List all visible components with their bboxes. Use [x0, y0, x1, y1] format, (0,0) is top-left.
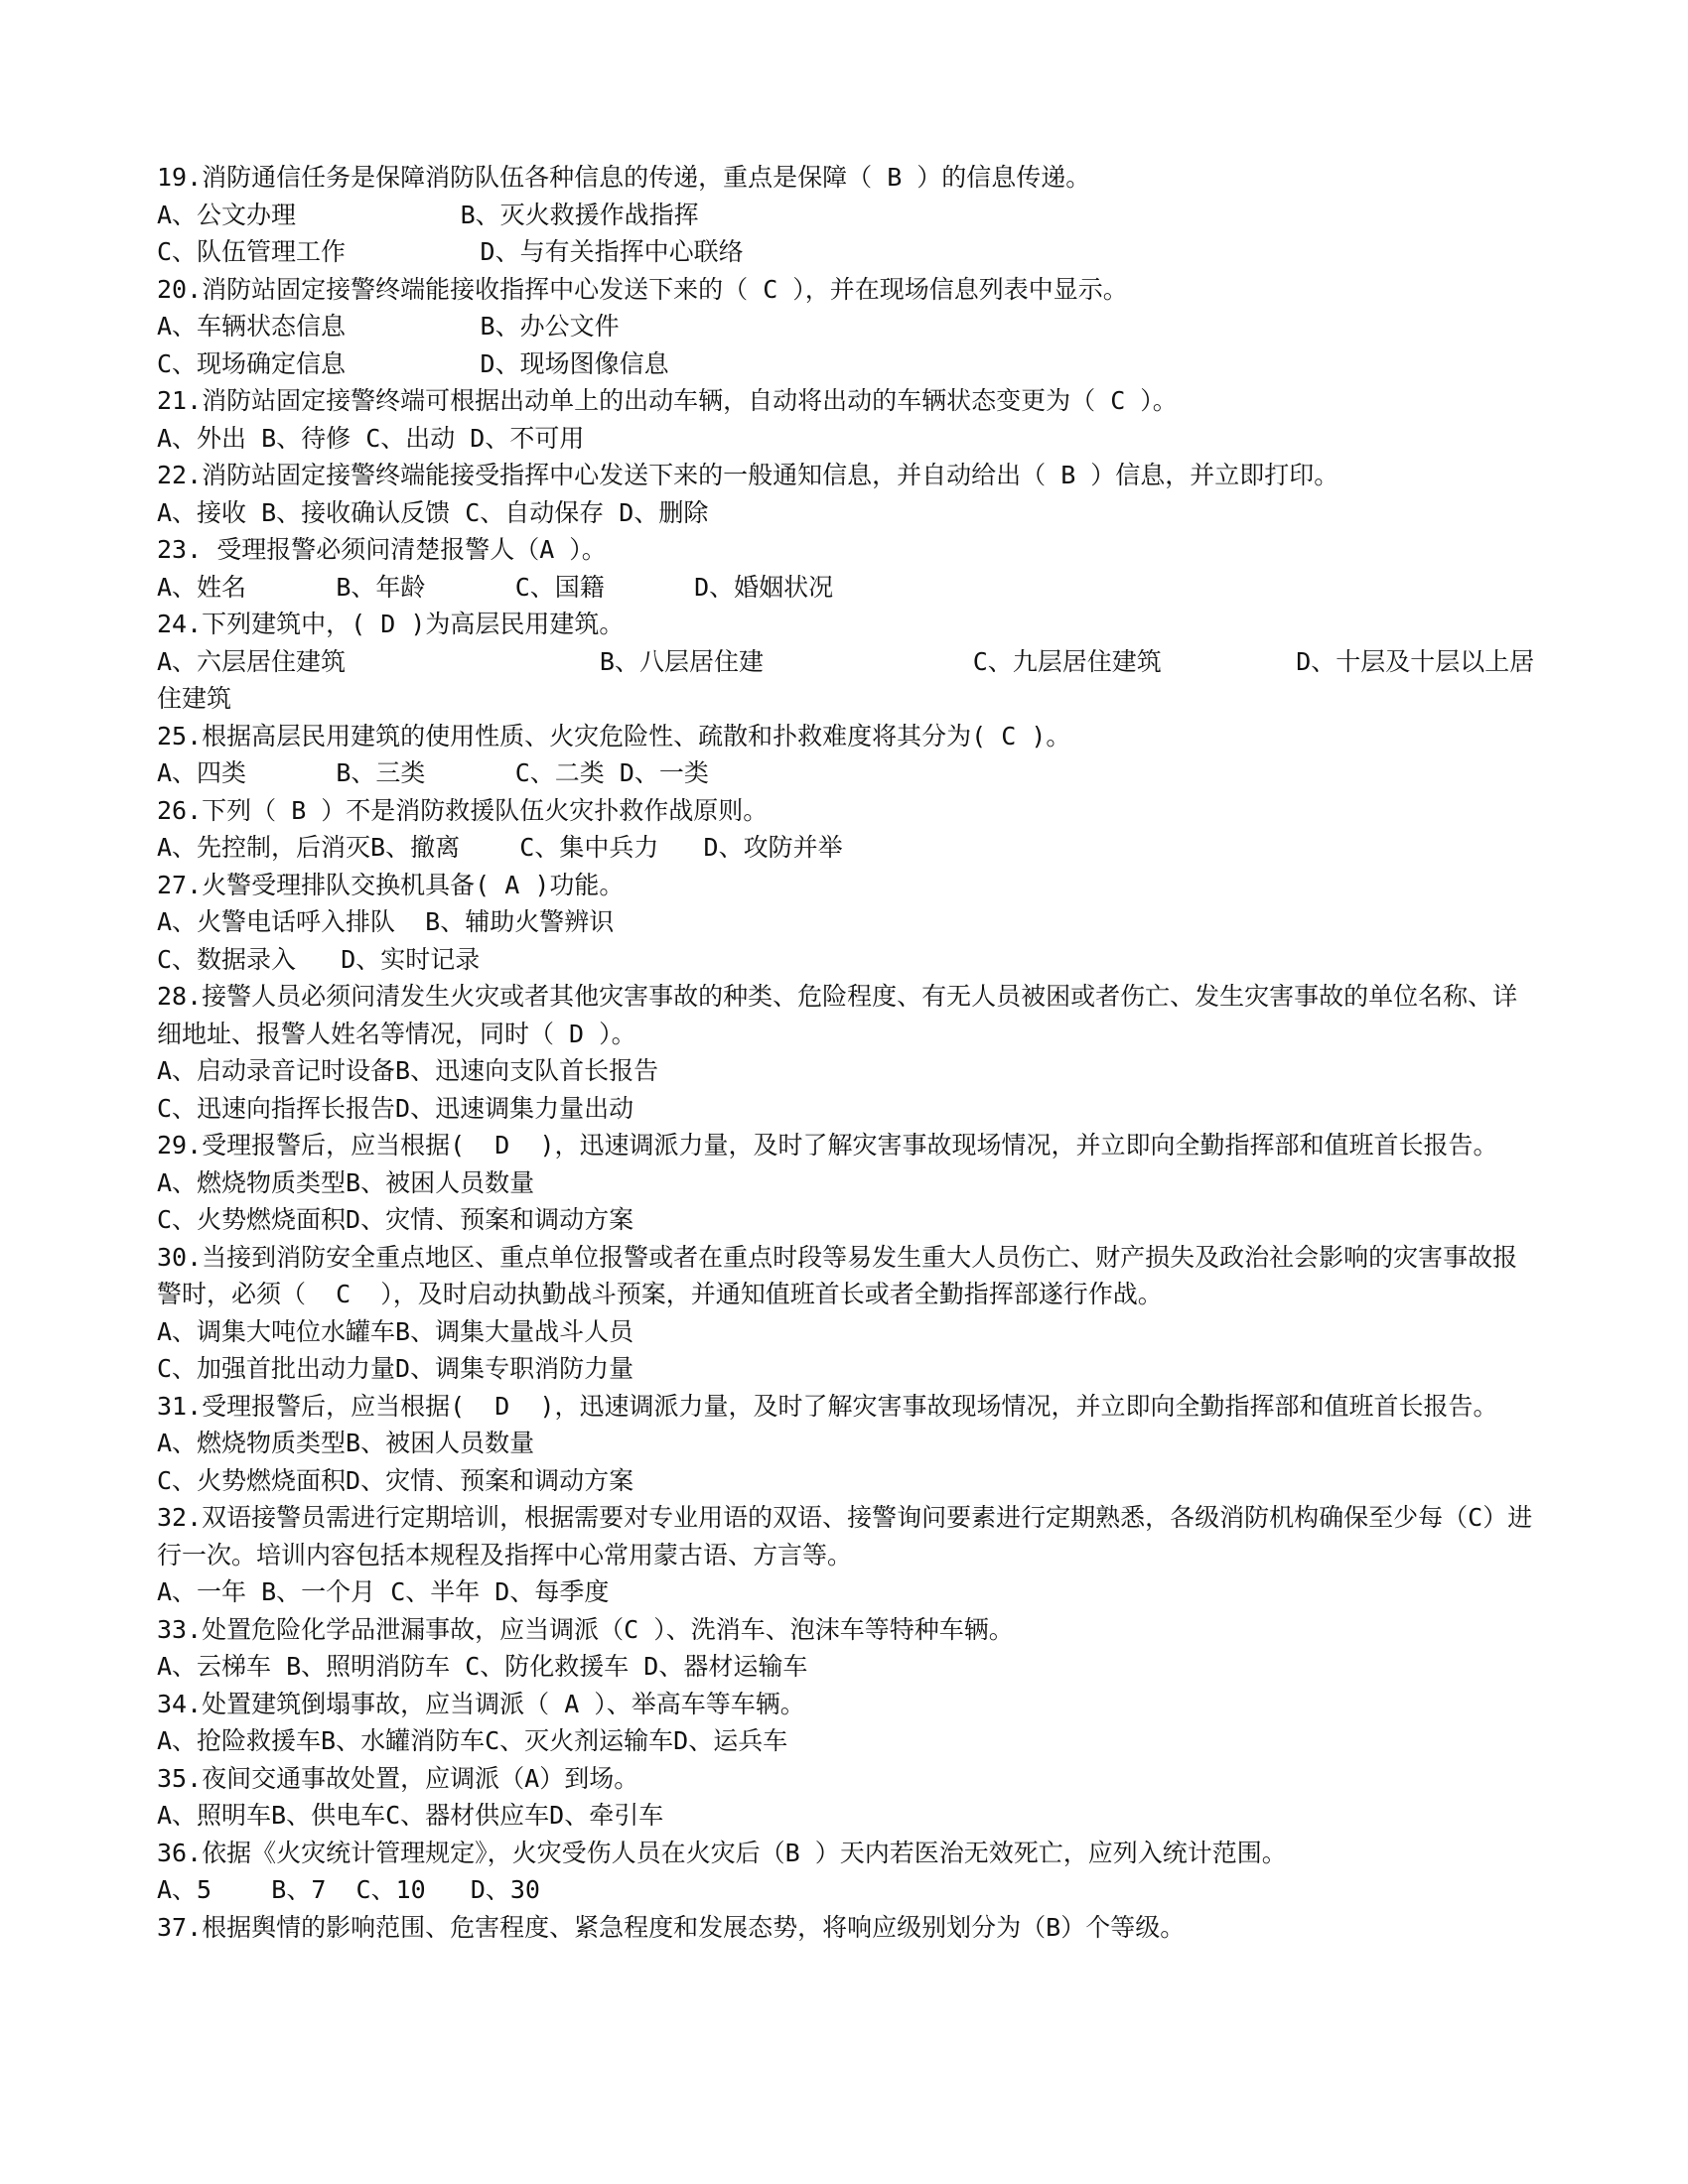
question-34: 34.处置建筑倒塌事故，应当调派（ A ）、举高车等车辆。: [157, 1689, 805, 1718]
question-19: 19.消防通信任务是保障消防队伍各种信息的传递，重点是保障（ B ）的信息传递。: [157, 163, 1091, 192]
question-32: 32.双语接警员需进行定期培训，根据需要对专业用语的双语、接警询问要素进行定期熟悉，各级消防机构确保至少每（C）进行一次。培训内容包括本规程及指挥中心常用蒙古语、方言等。: [157, 1503, 1533, 1570]
options-24: A、六层居住建筑 B、八层居住建 C、九层居住建筑 D、十层及十层以上居住建筑: [157, 646, 1535, 713]
question-30: 30.当接到消防安全重点地区、重点单位报警或者在重点时段等易发生重大人员伤亡、财产损失及政治社会影响的灾害事故报警时，必须（ C ），及时启动执勤战斗预案，并通知值班首长或者全勤指挥部遂行作战。: [157, 1242, 1518, 1308]
options-25: A、四类 B、三类 C、二类 D、一类: [157, 758, 709, 787]
question-37: 37.根据舆情的影响范围、危害程度、紧急程度和发展态势，将响应级别划分为（B）个等级。: [157, 1912, 1186, 1942]
options-23: A、姓名 B、年龄 C、国籍 D、婚姻状况: [157, 572, 834, 602]
options-30-cd: C、加强首批出动力量D、调集专职消防力量: [157, 1354, 634, 1383]
options-20-cd: C、现场确定信息 D、现场图像信息: [157, 348, 669, 378]
options-28-cd: C、迅速向指挥长报告D、迅速调集力量出动: [157, 1093, 634, 1123]
question-33: 33.处置危险化学品泄漏事故，应当调派（C ）、洗消车、泡沫车等特种车辆。: [157, 1614, 1014, 1644]
question-35: 35.夜间交通事故处置，应调派（A）到场。: [157, 1763, 639, 1793]
question-24: 24.下列建筑中，( D )为高层民用建筑。: [157, 610, 625, 638]
options-29-cd: C、火势燃烧面积D、灾情、预案和调动方案: [157, 1205, 634, 1234]
options-26: A、先控制，后消灭B、撤离 C、集中兵力 D、攻防并举: [157, 833, 843, 862]
options-36: A、5 B、7 C、10 D、30: [157, 1875, 540, 1904]
options-30-ab: A、调集大吨位水罐车B、调集大量战斗人员: [157, 1316, 634, 1346]
question-25: 25.根据高层民用建筑的使用性质、火灾危险性、疏散和扑救难度将其分为( C )。: [157, 721, 1071, 751]
question-22: 22.消防站固定接警终端能接受指挥中心发送下来的一般通知信息，并自动给出（ B ）信息，并立即打印。: [157, 461, 1339, 489]
question-28: 28.接警人员必须问清发生火灾或者其他灾害事故的种类、危险程度、有无人员被困或者伤亡、发生灾害事故的单位名称、详细地址、报警人姓名等情况，同时（ D ）。: [157, 982, 1518, 1048]
options-32: A、一年 B、一个月 C、半年 D、每季度: [157, 1577, 610, 1606]
question-31: 31.受理报警后，应当根据( D )，迅速调派力量，及时了解灾害事故现场情况，并立即向全勤指挥部和值班首长报告。: [157, 1391, 1498, 1421]
options-31-cd: C、火势燃烧面积D、灾情、预案和调动方案: [157, 1465, 634, 1495]
question-36: 36.依据《火灾统计管理规定》，火灾受伤人员在火灾后（B ）天内若医治无效死亡，应列入统计范围。: [157, 1838, 1287, 1867]
options-21: A、外出 B、待修 C、出动 D、不可用: [157, 423, 585, 453]
options-31-ab: A、燃烧物质类型B、被困人员数量: [157, 1429, 535, 1457]
question-20: 20.消防站固定接警终端能接收指挥中心发送下来的（ C ），并在现场信息列表中显示。: [157, 274, 1128, 304]
options-35: A、照明车B、供电车C、器材供应车D、牵引车: [157, 1801, 664, 1830]
options-27-cd: C、数据录入 D、实时记录: [157, 944, 481, 974]
question-21: 21.消防站固定接警终端可根据出动单上的出动车辆，自动将出动的车辆状态变更为（ C ）。: [157, 386, 1178, 415]
options-34: A、抢险救援车B、水罐消防车C、灭火剂运输车D、运兵车: [157, 1726, 788, 1755]
question-29: 29.受理报警后，应当根据( D )，迅速调派力量，及时了解灾害事故现场情况，并立即向全勤指挥部和值班首长报告。: [157, 1131, 1498, 1160]
question-23: 23. 受理报警必须问清楚报警人（A ）。: [157, 535, 607, 564]
options-19-cd: C、队伍管理工作 D、与有关指挥中心联络: [157, 237, 744, 266]
options-19-ab: A、公文办理 B、灭火救援作战指挥: [157, 200, 699, 229]
question-27: 27.火警受理排队交换机具备( A )功能。: [157, 870, 625, 899]
options-29-ab: A、燃烧物质类型B、被困人员数量: [157, 1167, 535, 1197]
options-27-ab: A、火警电话呼入排队 B、辅助火警辨识: [157, 907, 615, 936]
question-26: 26.下列（ B ）不是消防救援队伍火灾扑救作战原则。: [157, 795, 769, 825]
options-28-ab: A、启动录音记时设备B、迅速向支队首长报告: [157, 1056, 659, 1085]
options-20-ab: A、车辆状态信息 B、办公文件: [157, 312, 620, 341]
document-page: [157, 159, 1535, 1946]
options-22: A、接收 B、接收确认反馈 C、自动保存 D、删除: [157, 497, 709, 527]
options-33: A、云梯车 B、照明消防车 C、防化救援车 D、器材运输车: [157, 1652, 808, 1681]
